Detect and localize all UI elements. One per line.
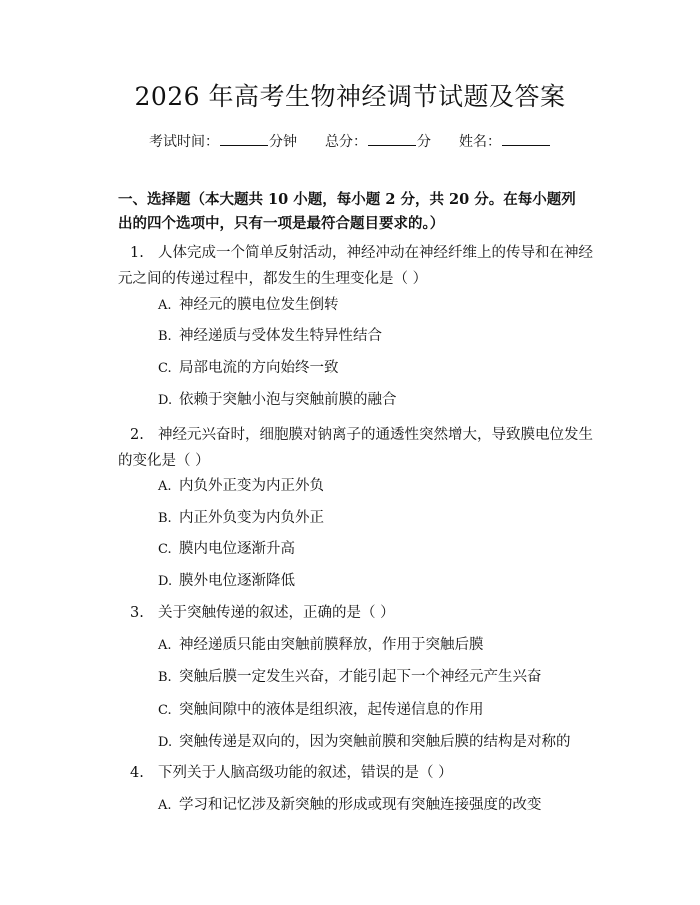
option-text: 神经递质与受体发生特异性结合	[179, 328, 382, 344]
option-text: 内正外负变为内负外正	[179, 510, 324, 526]
question-number: 1.	[130, 245, 144, 261]
time-unit: 分钟	[269, 134, 297, 150]
exam-meta	[0, 132, 700, 152]
question-number: 3.	[130, 605, 144, 621]
question-4-option-a	[158, 795, 542, 816]
option-text: 膜内电位逐渐升高	[179, 541, 295, 557]
question-3-option-b	[158, 667, 542, 688]
option-letter: C.	[158, 542, 172, 557]
name-field	[459, 132, 551, 152]
page-title: 2026 年高考生物神经调节试题及答案	[134, 82, 566, 111]
question-number: 2.	[130, 427, 144, 443]
question-number: 4.	[130, 765, 144, 781]
question-1	[118, 240, 598, 292]
question-1-option-b	[158, 326, 382, 347]
question-3-option-d	[158, 732, 571, 753]
question-4	[118, 760, 598, 786]
question-1-option-a	[158, 295, 339, 316]
question-text: 神经元兴奋时，细胞膜对钠离子的通透性突然增大，导致膜电位发生的变化是（ ）	[118, 427, 593, 469]
option-letter: A.	[158, 638, 172, 653]
question-text: 人体完成一个简单反射活动，神经冲动在神经纤维上的传导和在神经元之间的传递过程中，都发生的生理变化是（ ）	[118, 245, 593, 287]
option-letter: D.	[158, 735, 173, 750]
option-text: 依赖于突触小泡与突触前膜的融合	[179, 392, 397, 408]
question-text: 下列关于人脑高级功能的叙述，错误的是（ ）	[158, 765, 453, 781]
option-letter: B.	[158, 511, 172, 526]
question-2-option-c	[158, 539, 295, 560]
option-letter: B.	[158, 329, 172, 344]
time-label: 考试时间：	[149, 134, 219, 150]
option-text: 突触后膜一定发生兴奋，才能引起下一个神经元产生兴奋	[179, 669, 542, 685]
score-blank	[368, 132, 416, 146]
option-letter: B.	[158, 670, 172, 685]
question-1-option-d	[158, 390, 397, 411]
name-label: 姓名：	[459, 134, 501, 150]
name-blank	[502, 132, 550, 146]
score-unit: 分	[417, 134, 431, 150]
option-text: 学习和记忆涉及新突触的形成或现有突触连接强度的改变	[179, 797, 542, 813]
question-2-option-a	[158, 476, 324, 497]
option-text: 神经元的膜电位发生倒转	[179, 297, 339, 313]
option-letter: D.	[158, 393, 173, 408]
question-3-option-a	[158, 635, 484, 656]
option-text: 突触传递是双向的，因为突触前膜和突触后膜的结构是对称的	[179, 734, 571, 750]
option-letter: A.	[158, 798, 172, 813]
option-letter: C.	[158, 703, 172, 718]
score-label: 总分：	[325, 134, 367, 150]
option-letter: A.	[158, 298, 172, 313]
question-2	[118, 422, 598, 474]
option-letter: C.	[158, 361, 172, 376]
exam-time-field	[149, 132, 297, 152]
option-text: 突触间隙中的液体是组织液，起传递信息的作用	[179, 702, 484, 718]
question-3	[118, 600, 598, 626]
time-blank	[220, 132, 268, 146]
option-text: 局部电流的方向始终一致	[179, 360, 339, 376]
question-2-option-b	[158, 508, 324, 529]
option-text: 内负外正变为内正外负	[179, 478, 324, 494]
question-2-option-d	[158, 571, 295, 592]
option-letter: A.	[158, 479, 172, 494]
option-text: 膜外电位逐渐降低	[179, 573, 295, 589]
option-letter: D.	[158, 574, 173, 589]
option-text: 神经递质只能由突触前膜释放，作用于突触后膜	[179, 637, 484, 653]
section-heading: 一、选择题（本大题共 10 小题，每小题 2 分，共 20 分。在每小题列出的四个选项中，只有一项是最符合题目要求的。）	[118, 191, 576, 232]
question-3-option-c	[158, 700, 484, 721]
total-score-field	[325, 132, 431, 152]
question-1-option-c	[158, 358, 339, 379]
question-text: 关于突触传递的叙述，正确的是（ ）	[158, 605, 395, 621]
